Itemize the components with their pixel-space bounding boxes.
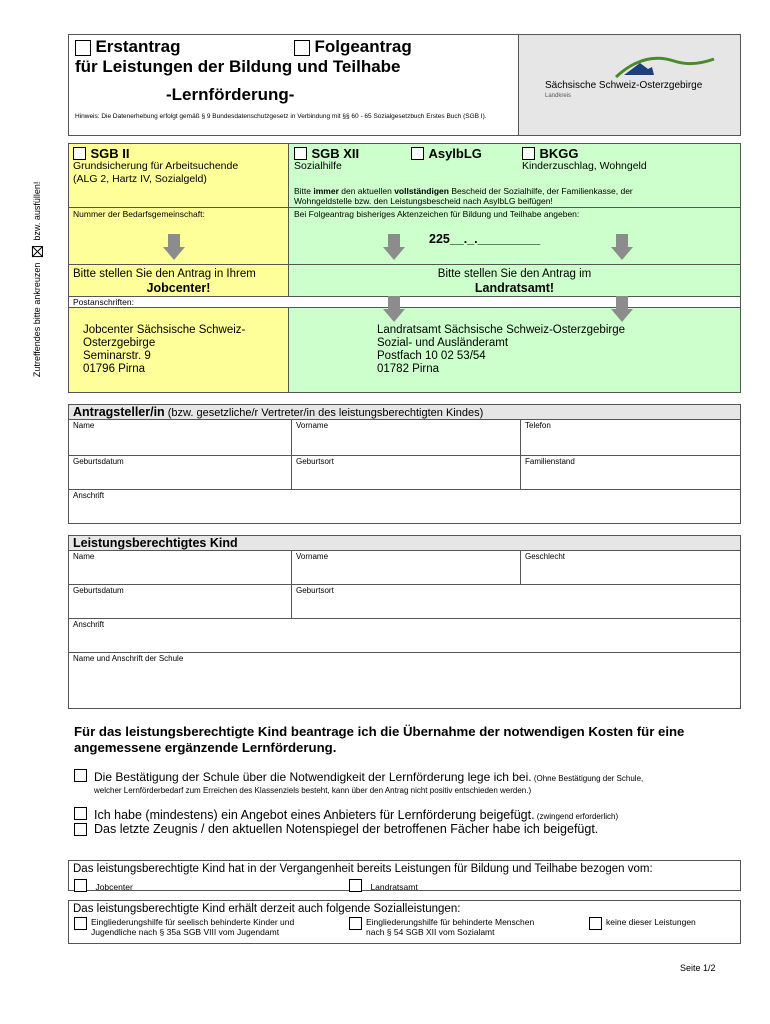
bezogen-landratsamt-label: Landratsamt — [370, 882, 418, 892]
side-note-text: Zutreffendes bitte ankreuzen — [31, 262, 42, 378]
jobcenter-address-line: Seminarstr. 9 — [83, 350, 151, 362]
kind-vorname-label: Vorname — [296, 552, 329, 561]
sgb12-checkbox[interactable] — [294, 147, 307, 160]
jobcenter-address-line: Jobcenter Sächsische Schweiz- — [83, 324, 246, 336]
antragsteller-header — [69, 405, 740, 419]
kind-geburtsort-label: Geburtsort — [296, 586, 334, 595]
sgb12-label: SGB XII — [311, 146, 360, 161]
header-title-area — [69, 35, 519, 135]
landratsamt-hint-line2: Landratsamt! — [474, 281, 555, 295]
schulbestaetigung-label: Die Bestätigung der Schule über die Notwendigkeit der Lernförderung lege ich bei. — [94, 770, 532, 784]
sozial-option-sozialamt[interactable] — [349, 917, 589, 937]
arrow-down-icon — [383, 234, 405, 260]
sgb2-checkbox[interactable] — [73, 147, 86, 160]
kind-geschlecht-field[interactable] — [523, 562, 739, 584]
angebot-note: (zwingend erforderlich) — [534, 812, 619, 821]
schulbestaetigung-checkbox[interactable] — [74, 769, 87, 782]
kind-anschrift-field[interactable] — [69, 630, 739, 652]
jobcenter-address — [69, 308, 288, 392]
bezogen-section — [68, 860, 741, 891]
kind-schule-field[interactable] — [69, 664, 739, 708]
page-number: Seite 1/2 — [680, 963, 716, 973]
kind-vorname-field[interactable] — [293, 562, 518, 584]
kind-title: Leistungsberechtigtes Kind — [73, 536, 238, 550]
kind-schule-label: Name und Anschrift der Schule — [73, 654, 184, 663]
bezogen-text: Das leistungsberechtigte Kind hat in der Vergangenheit bereits Leistungen für Bildung und Teilhabe bezogen vom: — [73, 863, 653, 875]
side-note-check-icon — [32, 246, 43, 257]
landratsamt-address-line: Sozial- und Ausländeramt — [377, 337, 509, 349]
kind-anschrift-label: Anschrift — [73, 620, 105, 629]
antragsteller-anschrift-label: Anschrift — [73, 491, 105, 500]
side-note-text2: bzw. ausfüllen! — [31, 181, 42, 241]
bg-number-label: Nummer der Bedarfsgemeinschaft: — [73, 209, 205, 219]
sgb2-desc1: Grundsicherung für Arbeitsuchende — [73, 160, 239, 172]
sozial-text: Das leistungsberechtigte Kind erhält derzeit auch folgende Sozialleistungen: — [73, 903, 461, 915]
folgeantrag-label: Folgeantrag — [314, 37, 412, 56]
sozial-option-keine[interactable] — [589, 917, 739, 927]
side-note — [30, 46, 44, 378]
bezogen-jobcenter-option[interactable] — [74, 877, 133, 895]
erstantrag-checkbox[interactable] — [75, 40, 91, 56]
bkgg-desc: Kinderzuschlag, Wohngeld — [522, 160, 647, 172]
logo-area — [519, 35, 740, 135]
landratsamt-address — [289, 308, 740, 392]
bezogen-jobcenter-checkbox[interactable] — [74, 879, 87, 892]
jobcenter-address-line: 01796 Pirna — [83, 363, 146, 375]
bescheid-note: Bitte immer den aktuellen vollständigen Bescheid der Sozialhilfe, der Familienkasse, der — [294, 186, 633, 196]
sozial-section — [68, 900, 741, 944]
postanschriften-label: Postanschriften: — [73, 297, 134, 307]
antragsteller-section — [68, 404, 741, 524]
landratsamt-hint-line1: Bitte stellen Sie den Antrag im — [437, 268, 592, 280]
logo-sub: Landkreis — [545, 93, 572, 99]
jobcenter-hint-line1: Bitte stellen Sie den Antrag in Ihrem — [73, 268, 256, 280]
bescheid-note-line2: Wohngeldstelle bzw. den Leistungsbescheid nach AsylbLG beifügen! — [294, 196, 553, 206]
bescheid-vollst: vollständigen — [394, 186, 449, 196]
asylblg-option[interactable] — [411, 145, 482, 163]
angebot-label: Ich habe (mindestens) ein Angebot eines Anbieters für Lernförderung beigefügt. — [94, 808, 535, 822]
landratsamt-hint — [289, 265, 740, 296]
antragsteller-geburtsort-label: Geburtsort — [296, 457, 334, 466]
sozial-jugendamt-checkbox[interactable] — [74, 917, 87, 930]
kind-geschlecht-label: Geschlecht — [525, 552, 566, 561]
antragsteller-geburtsort-field[interactable] — [293, 467, 518, 489]
sozial-keine-checkbox[interactable] — [589, 917, 602, 930]
form-subtitle: -Lernförderung- — [166, 85, 295, 104]
antragsteller-subtitle: (bzw. gesetzliche/r Vertreter/in des leistungsberechtigten Kindes) — [164, 407, 484, 419]
antragsteller-name-label: Name — [73, 421, 95, 430]
antragsteller-geburtsdatum-label: Geburtsdatum — [73, 457, 124, 466]
arrow-down-icon — [611, 296, 633, 322]
folgeantrag-checkbox[interactable] — [294, 40, 310, 56]
sgb2-label: SGB II — [90, 146, 130, 161]
folge-aktenzeichen-label: Bei Folgeantrag bisheriges Aktenzeichen für Bildung und Teilhabe angeben: — [294, 209, 580, 219]
antragsteller-name-field[interactable] — [69, 431, 288, 455]
sgb2-desc2: (ALG 2, Hartz IV, Sozialgeld) — [73, 173, 207, 185]
jobcenter-address-line: Osterzgebirge — [83, 337, 156, 349]
sozial-jugendamt-label2: Jugendliche nach § 35a SGB VIII vom Jugendamt — [91, 927, 280, 937]
antragsteller-vorname-field[interactable] — [293, 431, 518, 455]
landratsamt-address-line: 01782 Pirna — [377, 363, 440, 375]
bezogen-landratsamt-checkbox[interactable] — [349, 879, 362, 892]
option-schulbestaetigung[interactable] — [74, 768, 740, 796]
privacy-hint: Hinweis: Die Datenerhebung erfolgt gemäß § 9 Bundesdatenschutzgesetz in Verbindung mit §§ 60 - 65 Sozialgesetzbuch Erstes Buch (SGB I). — [75, 113, 487, 120]
kind-geburtsdatum-label: Geburtsdatum — [73, 586, 124, 595]
arrow-down-icon — [611, 234, 633, 260]
bezogen-jobcenter-label: Jobcenter — [95, 882, 133, 892]
sozial-sozialamt-label1: Eingliederungshilfe für behinderte Menschen — [366, 917, 535, 927]
erstantrag-label: Erstantrag — [95, 37, 181, 56]
kind-section — [68, 535, 741, 709]
angebot-checkbox[interactable] — [74, 807, 87, 820]
asylblg-checkbox[interactable] — [411, 147, 424, 160]
arrow-down-icon — [383, 296, 405, 322]
antragsteller-familienstand-label: Familienstand — [525, 457, 575, 466]
sgb12-desc: Sozialhilfe — [294, 160, 342, 172]
antragsteller-geburtsdatum-field[interactable] — [69, 467, 288, 489]
landratsamt-address-line: Landratsamt Sächsische Schweiz-Osterzgebirge — [377, 324, 626, 336]
jobcenter-hint-line2: Jobcenter! — [146, 281, 211, 295]
bezogen-landratsamt-option[interactable] — [349, 877, 418, 895]
aktenzeichen-field[interactable]: 225__._._________ — [429, 232, 541, 246]
bkgg-label: BKGG — [539, 146, 579, 161]
asylblg-label: AsylbLG — [428, 146, 482, 161]
jobcenter-hint — [69, 265, 288, 296]
kind-name-field[interactable] — [69, 562, 288, 584]
kind-geburtsort-field[interactable] — [293, 596, 739, 618]
kind-name-label: Name — [73, 552, 95, 561]
antrag-heading-line1: Für das leistungsberechtigte Kind beantrage ich die Übernahme der notwendigen Kosten für eine — [74, 724, 685, 739]
bkgg-checkbox[interactable] — [522, 147, 535, 160]
antragsteller-familienstand-field[interactable] — [523, 467, 739, 489]
antragsteller-vorname-label: Vorname — [296, 421, 329, 430]
kind-geburtsdatum-field[interactable] — [69, 596, 288, 618]
sozial-sozialamt-label2: nach § 54 SGB XII vom Sozialamt — [366, 927, 495, 937]
sozial-jugendamt-label1: Eingliederungshilfe für seelisch behinderte Kinder und — [91, 917, 295, 927]
landratsamt-address-line: Postfach 10 02 53/54 — [377, 350, 486, 362]
bescheid-immer: immer — [313, 186, 339, 196]
antragsteller-telefon-label: Telefon — [525, 421, 551, 430]
folgeantrag-option[interactable] — [294, 37, 412, 57]
option-zeugnis[interactable] — [74, 822, 740, 837]
antrag-heading-line2: angemessene ergänzende Lernförderung. — [74, 740, 337, 755]
logo-text: Sächsische Schweiz-Osterzgebirge — [545, 80, 703, 91]
zeugnis-checkbox[interactable] — [74, 823, 87, 836]
antragsteller-telefon-field[interactable] — [523, 431, 739, 455]
landkreis-logo-icon — [614, 53, 724, 83]
header-box — [68, 34, 741, 136]
sozial-keine-label: keine dieser Leistungen — [606, 917, 696, 927]
sozial-option-jugendamt[interactable] — [74, 917, 344, 937]
form-title: für Leistungen der Bildung und Teilhabe — [75, 57, 401, 76]
zeugnis-label: Das letzte Zeugnis / den aktuellen Notenspiegel der betroffenen Fächer habe ich beigefügt. — [94, 822, 599, 836]
erstantrag-option[interactable] — [75, 37, 180, 57]
arrow-down-icon — [163, 234, 185, 260]
kind-header — [69, 536, 740, 550]
antragsteller-anschrift-field[interactable] — [69, 501, 739, 523]
schulbestaetigung-note2: welcher Lernförderbedarf zum Erreichen des Klassenziels besteht, kann über den Antrag nicht positiv entschieden werden.) — [94, 786, 532, 795]
sozial-sozialamt-checkbox[interactable] — [349, 917, 362, 930]
schulbestaetigung-note: (Ohne Bestätigung der Schule, — [531, 774, 644, 783]
sgb-section — [68, 143, 741, 393]
antragsteller-title: Antragsteller/in — [73, 405, 165, 419]
